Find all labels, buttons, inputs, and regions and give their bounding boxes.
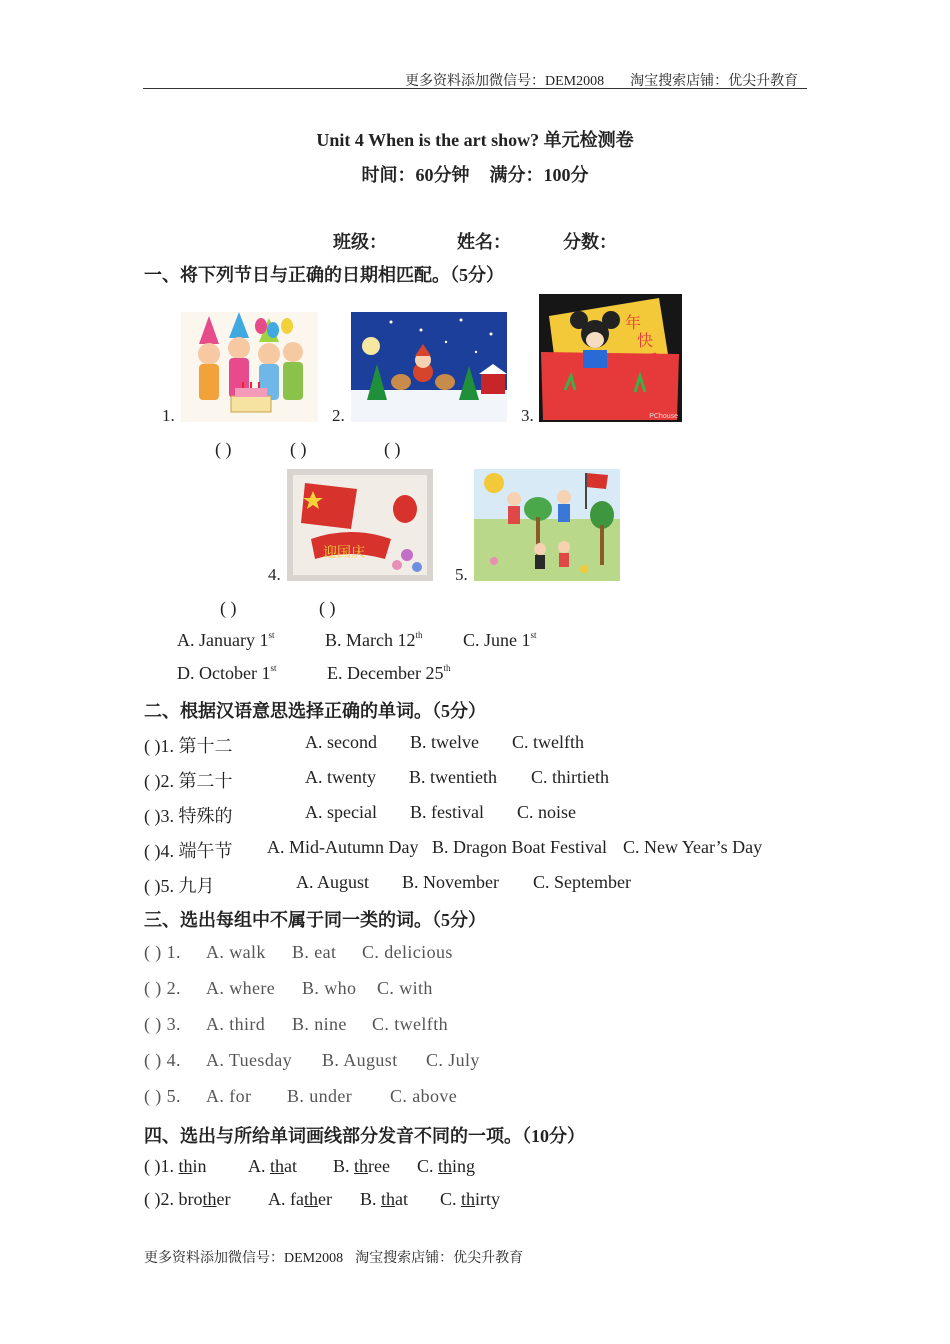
section4-heading: 四、选出与所给单词画线部分发音不同的一项。（10分） — [144, 1126, 585, 1146]
s4-q1-option-b: B. three — [333, 1156, 391, 1176]
tree-planting-image — [474, 469, 620, 581]
footer-wechat: 更多资料添加微信号：DEM2008 — [144, 1251, 344, 1266]
s3-q3-prompt: ( ) 3. — [144, 1014, 181, 1034]
s3-q2-option-a: A. where — [206, 978, 276, 998]
s2-q4-option-c: C. New Year’s Day — [623, 837, 763, 857]
s2-q1-option-c: C. twelfth — [512, 732, 584, 752]
date-option-b: B. March 12th — [325, 630, 423, 650]
section3-heading: 三、选出每组中不属于同一类的词。（5分） — [144, 910, 486, 930]
s2-q3-option-b: B. festival — [410, 802, 484, 822]
page-title: Unit 4 When is the art show? 单元检测卷 — [316, 130, 634, 150]
answer-paren-1[interactable]: ( ) — [215, 439, 232, 459]
s3-q4-option-c: C. July — [426, 1050, 480, 1070]
exam-time: 时间：60分钟 — [361, 165, 470, 185]
s2-q3-option-c: C. noise — [517, 802, 577, 822]
s4-q2-option-b: B. that — [360, 1189, 409, 1209]
s4-q2-option-a: A. father — [268, 1189, 332, 1209]
s2-q3-prompt: ( )3. 特殊的 — [144, 806, 233, 826]
s3-q2-option-c: C. with — [377, 978, 433, 998]
picture-number-3: 3. — [521, 406, 534, 425]
s3-q1-option-c: C. delicious — [362, 942, 453, 962]
header-shop: 淘宝搜索店铺：优尖升教育 — [630, 74, 799, 89]
s2-q2-option-b: B. twentieth — [409, 767, 497, 787]
s2-q2-prompt: ( )2. 第二十 — [144, 771, 233, 791]
class-label: 班级： — [333, 232, 387, 252]
s2-q4-prompt: ( )4. 端午节 — [144, 841, 233, 861]
svg-text:乐: 乐 — [643, 351, 660, 370]
answer-paren-3[interactable]: ( ) — [384, 439, 401, 459]
s4-q1-option-c: C. thing — [417, 1156, 476, 1176]
picture-number-4: 4. — [268, 565, 281, 584]
s3-q1-prompt: ( ) 1. — [144, 942, 181, 962]
answer-paren-5[interactable]: ( ) — [319, 598, 336, 618]
s2-q2-option-a: A. twenty — [305, 767, 376, 787]
s2-q5-option-a: A. August — [296, 872, 370, 892]
s3-q4-option-a: A. Tuesday — [206, 1050, 293, 1070]
s3-q5-option-a: A. for — [206, 1086, 252, 1106]
s4-q2-option-c: C. thirty — [440, 1189, 501, 1209]
s2-q5-option-b: B. November — [402, 872, 499, 892]
page-header — [405, 70, 798, 90]
national-day-image — [287, 469, 433, 581]
svg-text:迎国庆: 迎国庆 — [323, 545, 365, 561]
header-divider — [143, 88, 807, 89]
birthday-party-image — [181, 312, 318, 422]
s3-q5-option-b: B. under — [287, 1086, 353, 1106]
s2-q4-option-b: B. Dragon Boat Festival — [432, 837, 607, 857]
s3-q5-prompt: ( ) 5. — [144, 1086, 181, 1106]
s3-q4-option-b: B. August — [322, 1050, 398, 1070]
s2-q4-option-a: A. Mid-Autumn Day — [267, 837, 419, 857]
name-label: 姓名： — [457, 232, 511, 252]
svg-text:年: 年 — [625, 313, 642, 332]
s2-q2-option-c: C. thirtieth — [531, 767, 609, 787]
svg-text:快: 快 — [637, 331, 654, 350]
s3-q3-option-c: C. twelfth — [372, 1014, 448, 1034]
s3-q3-option-b: B. nine — [292, 1014, 347, 1034]
answer-paren-4[interactable]: ( ) — [220, 598, 237, 618]
date-option-c: C. June 1st — [463, 630, 537, 650]
date-option-d: D. October 1st — [177, 663, 277, 683]
s3-q4-prompt: ( ) 4. — [144, 1050, 181, 1070]
s3-q2-prompt: ( ) 2. — [144, 978, 181, 998]
picture-number-1: 1. — [162, 406, 175, 425]
section1-heading: 一、将下列节日与正确的日期相匹配。（5分） — [144, 265, 504, 285]
s4-q2-prompt: ( )2. brother — [144, 1189, 231, 1209]
page-footer — [144, 1247, 523, 1267]
student-info — [333, 228, 617, 254]
picture-number-5: 5. — [455, 565, 468, 584]
s3-q1-option-b: B. eat — [292, 942, 337, 962]
s2-q5-prompt: ( )5. 九月 — [144, 876, 215, 896]
answer-paren-2[interactable]: ( ) — [290, 439, 307, 459]
s2-q1-option-b: B. twelve — [410, 732, 479, 752]
s3-q1-option-a: A. walk — [206, 942, 266, 962]
s4-q1-prompt: ( )1. thin — [144, 1156, 207, 1176]
s2-q1-prompt: ( )1. 第十二 — [144, 736, 233, 756]
section2-heading: 二、根据汉语意思选择正确的单词。（5分） — [144, 701, 486, 721]
picture-number-2: 2. — [332, 406, 345, 425]
footer-shop: 淘宝搜索店铺：优尖升教育 — [355, 1251, 524, 1266]
exam-score: 满分：100分 — [489, 165, 589, 185]
s2-q3-option-a: A. special — [305, 802, 377, 822]
image-caption: PChouse — [649, 413, 678, 420]
s4-q1-option-a: A. that — [248, 1156, 298, 1176]
date-option-e: E. December 25th — [327, 663, 451, 683]
s3-q5-option-c: C. above — [390, 1086, 458, 1106]
christmas-image — [351, 312, 507, 422]
exam-meta — [0, 161, 950, 187]
date-option-a: A. January 1st — [177, 630, 275, 650]
s3-q3-option-a: A. third — [206, 1014, 266, 1034]
new-year-card-image — [539, 294, 682, 422]
grade-label: 分数： — [563, 232, 617, 252]
s3-q2-option-b: B. who — [302, 978, 357, 998]
header-wechat: 更多资料添加微信号：DEM2008 — [405, 74, 605, 89]
s2-q1-option-a: A. second — [305, 732, 377, 752]
s2-q5-option-c: C. September — [533, 872, 631, 892]
